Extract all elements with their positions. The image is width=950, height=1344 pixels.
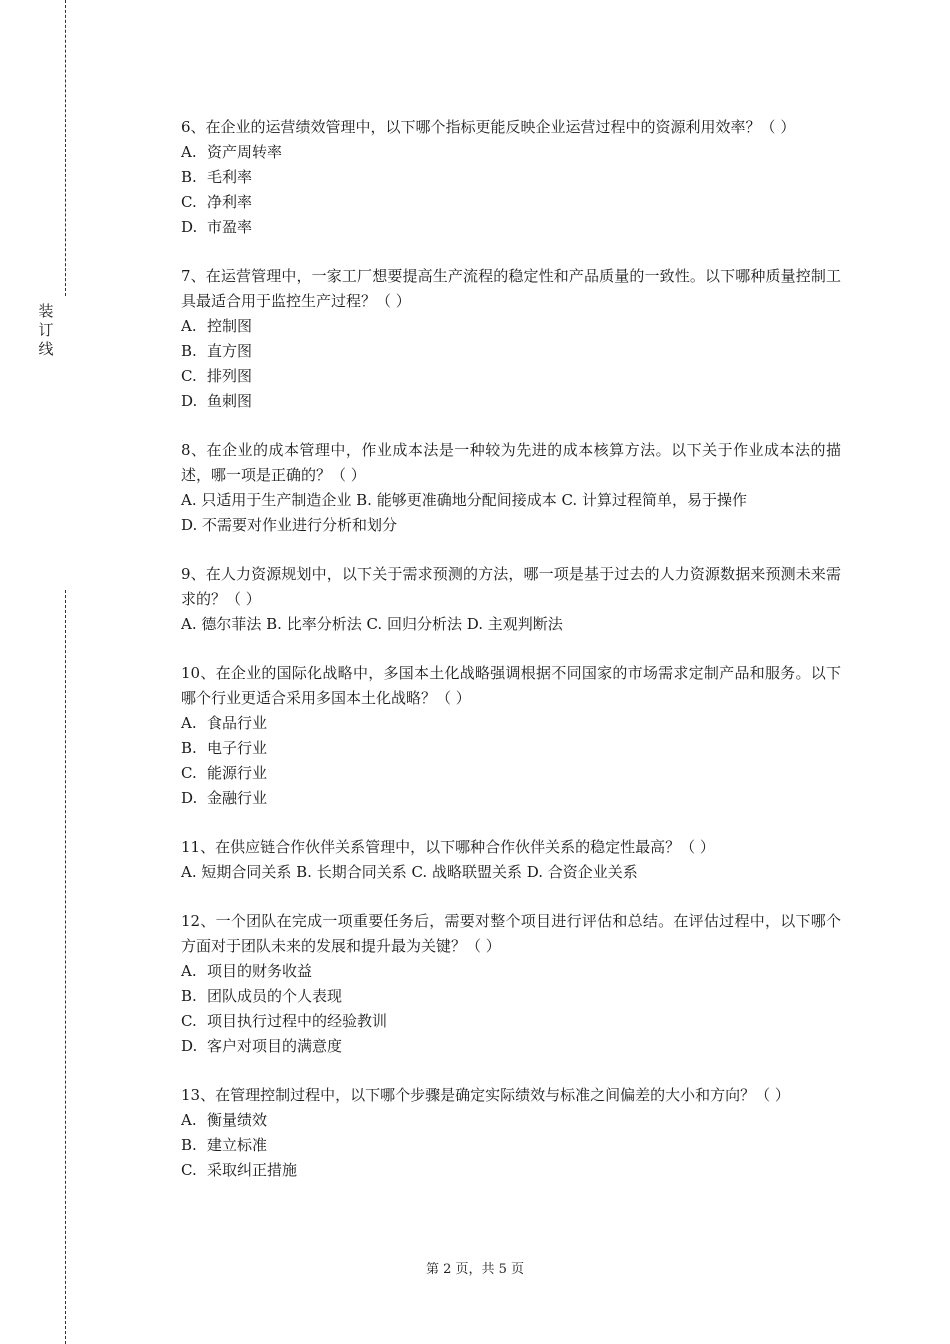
option-c[interactable]: C. 净利率 — [181, 193, 253, 211]
option-b[interactable]: B. 团队成员的个人表现 — [181, 987, 343, 1005]
option-a[interactable]: A. 衡量绩效 — [181, 1111, 268, 1129]
question-12 — [181, 909, 841, 1059]
question-stem: 10、在企业的国际化战略中，多国本土化战略强调根据不同国家的市场需求定制产品和服务。以下哪个行业更适合采用多国本土化战略？（ ） — [181, 664, 841, 707]
option-b[interactable]: B. 直方图 — [181, 342, 253, 360]
page-footer: 第 2 页，共 5 页 — [425, 1262, 525, 1277]
option-a[interactable]: A. 控制图 — [181, 317, 253, 335]
binding-dashed-line-bottom — [65, 590, 66, 1344]
option-d[interactable]: D. 不需要对作业进行分析和划分 — [181, 516, 398, 534]
option-c[interactable]: C. 项目执行过程中的经验教训 — [181, 1012, 388, 1030]
binding-label-char: 线 — [38, 340, 54, 358]
binding-label-char: 装 — [38, 302, 54, 320]
question-stem: 11、在供应链合作伙伴关系管理中，以下哪种合作伙伴关系的稳定性最高？（ ） — [181, 838, 715, 856]
question-list — [181, 115, 841, 1207]
question-10 — [181, 661, 841, 811]
option-c[interactable]: C. 能源行业 — [181, 764, 268, 782]
binding-dashed-line-top — [65, 0, 66, 296]
question-stem: 6、在企业的运营绩效管理中，以下哪个指标更能反映企业运营过程中的资源利用效率？（ ） — [181, 118, 796, 136]
question-stem: 8、在企业的成本管理中，作业成本法是一种较为先进的成本核算方法。以下关于作业成本法的描述，哪一项是正确的？（ ） — [181, 441, 841, 484]
options-inline[interactable]: A. 短期合同关系 B. 长期合同关系 C. 战略联盟关系 D. 合资企业关系 — [181, 863, 638, 881]
option-a[interactable]: A. 项目的财务收益 — [181, 962, 313, 980]
binding-label-char: 订 — [38, 321, 54, 339]
question-stem: 7、在运营管理中，一家工厂想要提高生产流程的稳定性和产品质量的一致性。以下哪种质量控制工具最适合用于监控生产过程？（ ） — [181, 267, 841, 310]
question-7 — [181, 264, 841, 414]
question-9 — [181, 562, 841, 637]
option-b[interactable]: B. 电子行业 — [181, 739, 268, 757]
binding-line-label — [36, 302, 56, 359]
question-stem: 12、一个团队在完成一项重要任务后，需要对整个项目进行评估和总结。在评估过程中，以下哪个方面对于团队未来的发展和提升最为关键？（ ） — [181, 912, 841, 955]
option-d[interactable]: D. 金融行业 — [181, 789, 268, 807]
question-13 — [181, 1083, 841, 1183]
option-c[interactable]: C. 排列图 — [181, 367, 253, 385]
option-c[interactable]: C. 采取纠正措施 — [181, 1161, 298, 1179]
option-a[interactable]: A. 食品行业 — [181, 714, 268, 732]
options-inline[interactable]: A. 德尔菲法 B. 比率分析法 C. 回归分析法 D. 主观判断法 — [181, 615, 563, 633]
question-stem: 9、在人力资源规划中，以下关于需求预测的方法，哪一项是基于过去的人力资源数据来预测未来需求的？（ ） — [181, 565, 841, 608]
question-11 — [181, 835, 841, 885]
option-a[interactable]: A. 资产周转率 — [181, 143, 283, 161]
option-d[interactable]: D. 鱼刺图 — [181, 392, 253, 410]
option-b[interactable]: B. 毛利率 — [181, 168, 253, 186]
option-d[interactable]: D. 客户对项目的满意度 — [181, 1037, 343, 1055]
question-8 — [181, 438, 841, 538]
question-6 — [181, 115, 841, 240]
option-b[interactable]: B. 建立标准 — [181, 1136, 268, 1154]
question-stem: 13、在管理控制过程中，以下哪个步骤是确定实际绩效与标准之间偏差的大小和方向？（ ） — [181, 1086, 790, 1104]
options-inline[interactable]: A. 只适用于生产制造企业 B. 能够更准确地分配间接成本 C. 计算过程简单，易于操作 — [181, 491, 747, 509]
option-d[interactable]: D. 市盈率 — [181, 218, 253, 236]
